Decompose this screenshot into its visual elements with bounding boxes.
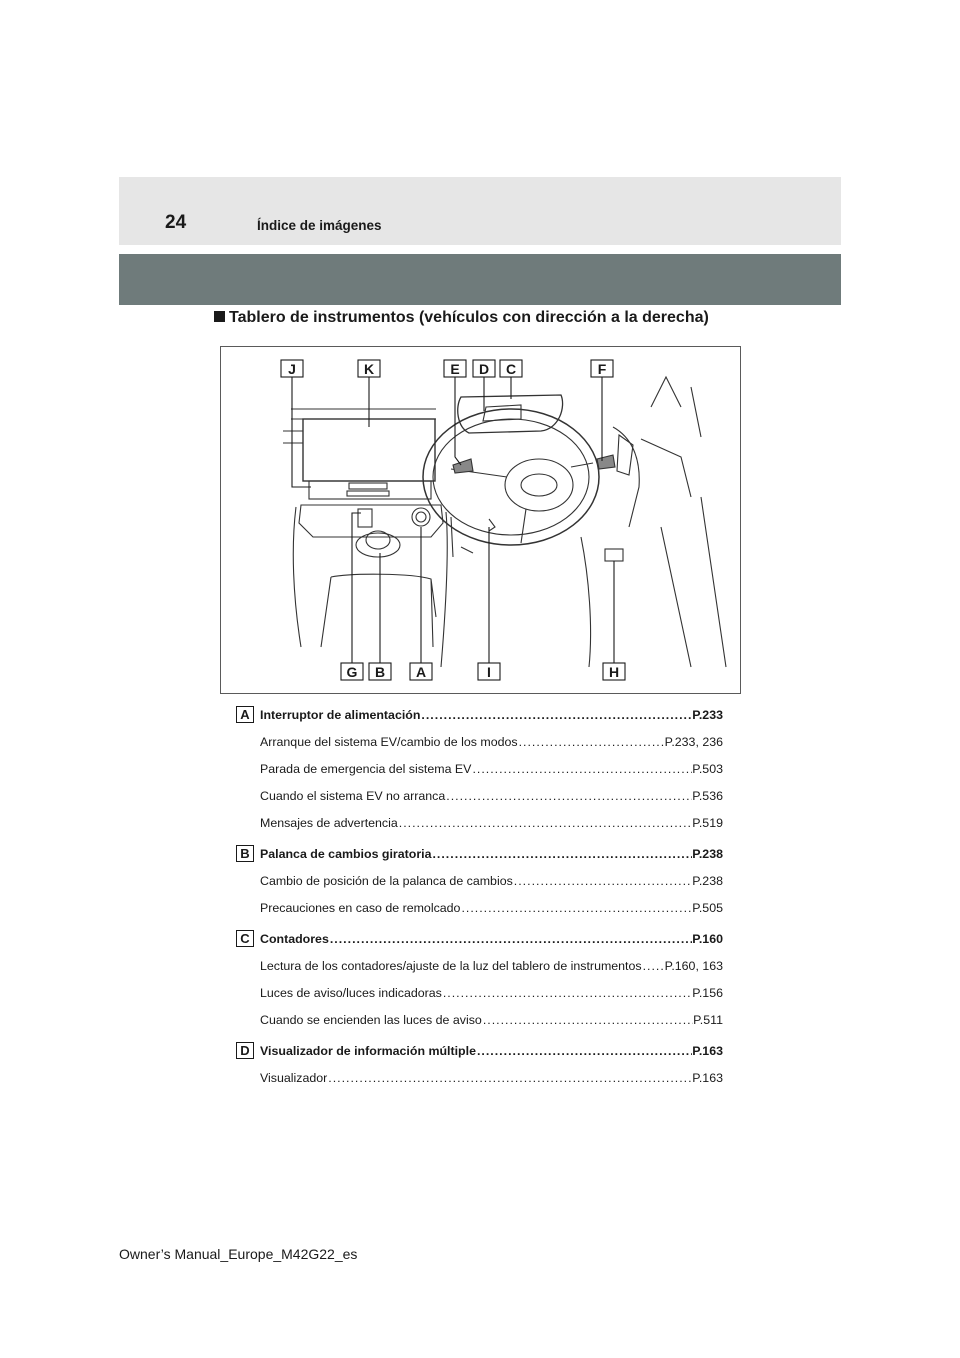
callout-a: A bbox=[415, 664, 427, 680]
section-title: Índice de imágenes bbox=[257, 218, 382, 233]
steering-wheel-inner bbox=[433, 419, 589, 535]
callout-j: J bbox=[288, 361, 296, 377]
entry-text: Cambio de posición de la palanca de cambios bbox=[260, 874, 513, 888]
entry-letter-b: B bbox=[236, 845, 254, 862]
entry-row bbox=[236, 781, 723, 804]
entry-list bbox=[236, 700, 723, 1086]
entry-row bbox=[236, 893, 723, 916]
entry-letter-c: C bbox=[236, 930, 254, 947]
leader-dots bbox=[421, 707, 692, 723]
entry-text: Cuando el sistema EV no arranca bbox=[260, 789, 446, 803]
entry-row bbox=[236, 866, 723, 889]
entry-text: Contadores bbox=[260, 932, 329, 946]
subheading-text: Tablero de instrumentos (vehículos con dirección a la derecha) bbox=[229, 309, 709, 326]
entry-group-c bbox=[236, 924, 723, 1028]
power-switch bbox=[412, 508, 430, 526]
left-stalk bbox=[453, 459, 473, 473]
entry-text: Lectura de los contadores/ajuste de la luz del tablero de instrumentos bbox=[260, 959, 642, 973]
leader-dots bbox=[399, 815, 692, 831]
entry-row bbox=[236, 1036, 723, 1059]
entry-row bbox=[236, 1005, 723, 1028]
entry-row bbox=[236, 700, 723, 723]
entry-ref: P.536 bbox=[692, 789, 723, 803]
entry-ref: P.238 bbox=[692, 847, 723, 861]
callout-h: H bbox=[608, 664, 620, 680]
section-band bbox=[119, 254, 841, 305]
entry-ref: P.163 bbox=[692, 1044, 723, 1058]
console-lower bbox=[321, 574, 436, 647]
callout-d: D bbox=[478, 361, 490, 377]
entry-ref: P.163 bbox=[692, 1071, 723, 1085]
steering-hub bbox=[505, 459, 573, 511]
entry-text: Luces de aviso/luces indicadoras bbox=[260, 986, 442, 1000]
screen-buttons bbox=[349, 483, 387, 489]
callout-k: K bbox=[363, 361, 375, 377]
leader-dots bbox=[643, 958, 665, 974]
entry-row bbox=[236, 951, 723, 974]
leader-dots bbox=[477, 1043, 692, 1059]
entry-ref: P.160 bbox=[692, 932, 723, 946]
lower-dash-lines bbox=[581, 497, 726, 667]
callouts-bottom bbox=[341, 663, 625, 680]
entry-ref: P.233 bbox=[692, 708, 723, 722]
entry-row bbox=[236, 924, 723, 947]
leader-dots bbox=[461, 900, 692, 916]
entry-text: Mensajes de advertencia bbox=[260, 816, 398, 830]
leader-dots bbox=[330, 931, 692, 947]
entry-row bbox=[236, 839, 723, 862]
entry-ref: P.505 bbox=[692, 901, 723, 915]
entry-text: Cuando se encienden las luces de aviso bbox=[260, 1013, 482, 1027]
leader-dots bbox=[483, 1012, 693, 1028]
entry-letter-a: A bbox=[236, 706, 254, 723]
entry-letter-d: D bbox=[236, 1042, 254, 1059]
entry-group-b bbox=[236, 839, 723, 916]
entry-ref: P.519 bbox=[692, 816, 723, 830]
leader-dots bbox=[519, 734, 665, 750]
entry-row bbox=[236, 1063, 723, 1086]
entry-ref: P.503 bbox=[692, 762, 723, 776]
callout-e: E bbox=[450, 361, 460, 377]
leader-dots bbox=[432, 846, 692, 862]
vent-line bbox=[283, 431, 303, 443]
dash-edge-left bbox=[293, 507, 301, 647]
dashboard-illustration bbox=[221, 347, 740, 693]
entry-ref: P.156 bbox=[692, 986, 723, 1000]
leader-dots bbox=[328, 1070, 692, 1086]
callout-b: B bbox=[374, 664, 386, 680]
steering-emblem bbox=[521, 474, 557, 496]
entry-ref: P.511 bbox=[693, 1013, 723, 1027]
leader-dots bbox=[514, 873, 692, 889]
callout-f: F bbox=[597, 361, 607, 377]
entry-group-d bbox=[236, 1036, 723, 1086]
entry-text: Precauciones en caso de remolcado bbox=[260, 901, 461, 915]
entry-ref: P.238 bbox=[692, 874, 723, 888]
leader-dots bbox=[443, 985, 692, 1001]
entry-text: Arranque del sistema EV/cambio de los modos bbox=[260, 735, 518, 749]
steering-spokes bbox=[451, 463, 593, 543]
screen-buttons bbox=[347, 491, 389, 496]
entry-row bbox=[236, 978, 723, 1001]
entry-ref: P.233, 236 bbox=[664, 735, 723, 749]
right-panel-lines bbox=[613, 377, 701, 527]
page-number: 24 bbox=[165, 212, 187, 233]
usb-slot bbox=[358, 509, 372, 527]
entry-text: Parada de emergencia del sistema EV bbox=[260, 762, 472, 776]
entry-text: Interruptor de alimentación bbox=[260, 708, 421, 722]
entry-text: Visualizador de información múltiple bbox=[260, 1044, 476, 1058]
callout-i: I bbox=[487, 664, 491, 680]
entry-row bbox=[236, 727, 723, 750]
leader-dots bbox=[472, 761, 692, 777]
footer-manual-id: Owner’s Manual_Europe_M42G22_es bbox=[119, 1246, 358, 1262]
entry-group-a bbox=[236, 700, 723, 831]
steering-wheel bbox=[423, 409, 599, 545]
entry-ref: P.160, 163 bbox=[664, 959, 723, 973]
entry-row bbox=[236, 754, 723, 777]
right-stalk bbox=[597, 455, 615, 469]
leader-dots bbox=[446, 788, 692, 804]
callout-c: C bbox=[505, 361, 517, 377]
right-vent bbox=[617, 435, 633, 475]
steering-lever bbox=[489, 519, 495, 531]
lower-switch bbox=[605, 549, 623, 561]
callout-g: G bbox=[346, 664, 358, 680]
entry-text: Visualizador bbox=[260, 1071, 328, 1085]
dash-edge bbox=[441, 512, 447, 667]
entry-text: Palanca de cambios giratoria bbox=[260, 847, 432, 861]
square-bullet-icon bbox=[214, 311, 225, 322]
center-screen bbox=[303, 419, 435, 481]
power-switch-inner bbox=[416, 512, 426, 522]
subheading bbox=[214, 309, 709, 327]
header-band bbox=[119, 177, 841, 245]
callouts-top bbox=[281, 360, 613, 377]
entry-row bbox=[236, 808, 723, 831]
dashboard-figure bbox=[220, 346, 741, 694]
